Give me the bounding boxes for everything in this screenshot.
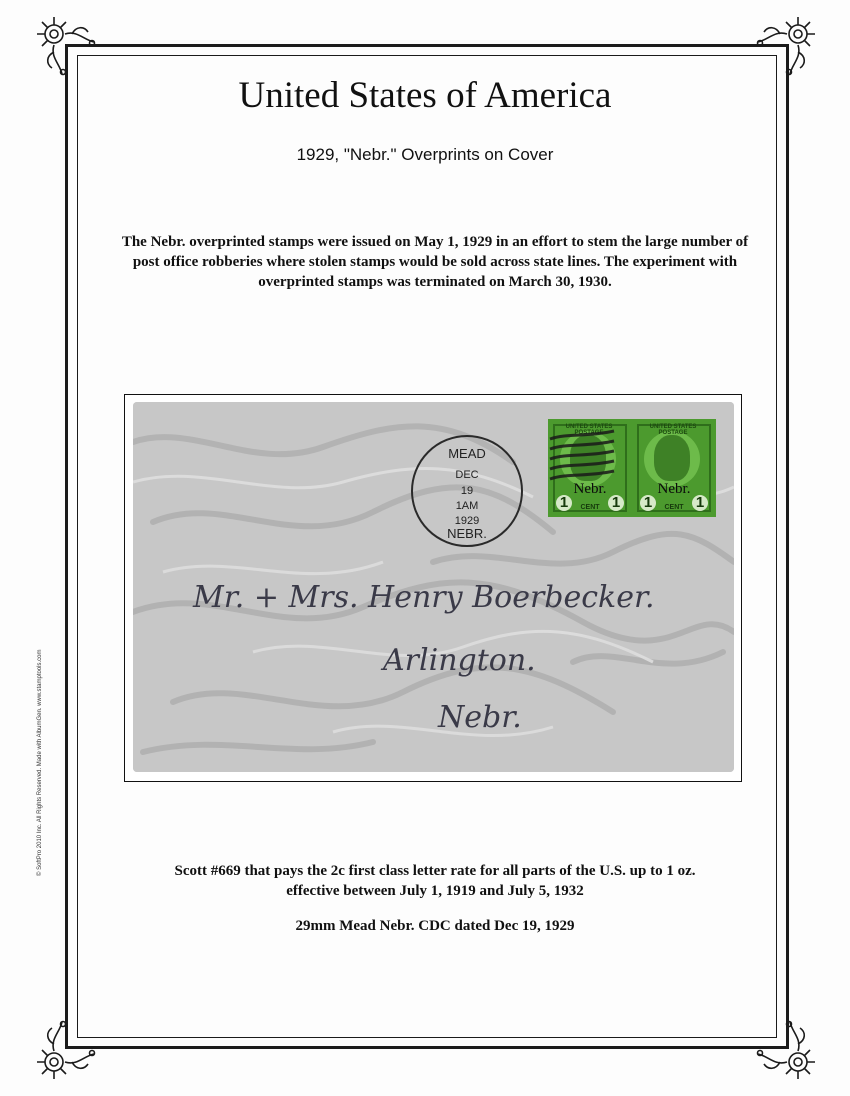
address-line-2: Arlington. xyxy=(383,643,536,678)
stamp-denomination-right: 1 xyxy=(692,495,708,511)
address-line-3: Nebr. xyxy=(438,700,522,735)
copyright-credit: © SoftPro 2010 Inc. All Rights Reserved. Made with AlbumGen. www.stamptools.com xyxy=(37,649,43,876)
page-subtitle: 1929, "Nebr." Overprints on Cover xyxy=(296,145,554,164)
postmark-day: 19 xyxy=(460,485,474,497)
address-line-1: Mr. + Mrs. Henry Boerbecker. xyxy=(193,580,655,615)
rate-note-line-1: Scott #669 that pays the 2c first class letter rate for all parts of the U.S. up to 1 oz. xyxy=(174,863,696,879)
corner-ornament-top-right xyxy=(750,12,820,82)
stamp-top-text: UNITED STATES POSTAGE xyxy=(565,424,613,436)
handwritten-address xyxy=(133,402,734,772)
postmark-state: NEBR. xyxy=(447,526,487,541)
stamp-unit: CENT xyxy=(580,504,600,511)
postmark-year: 1929 xyxy=(454,515,480,527)
cancel-note: 29mm Mead Nebr. CDC dated Dec 19, 1929 xyxy=(295,918,575,934)
postmark-town: MEAD xyxy=(448,446,486,461)
stamp-top-text: UNITED STATES POSTAGE xyxy=(649,424,697,436)
stamp-unit: CENT xyxy=(664,504,684,511)
stamp-overprint: Nebr. xyxy=(657,481,691,497)
rate-note-line-2: effective between July 1, 1919 and July 5, 1932 xyxy=(286,883,584,899)
postmark-month: DEC xyxy=(455,469,479,481)
stamp-overprint: Nebr. xyxy=(573,481,607,497)
stamp-denomination-left: 1 xyxy=(556,495,572,511)
corner-ornament-top-left xyxy=(32,12,102,82)
cover-envelope xyxy=(133,402,734,772)
rate-note xyxy=(120,861,750,901)
stamp-denomination-right: 1 xyxy=(608,495,624,511)
intro-paragraph: The Nebr. overprinted stamps were issued on May 1, 1929 in an effort to stem the large number of post office robberies where stolen stamps would be sold across state lines. The experiment with overprinted stamps was terminated on March 30, 1930. xyxy=(121,234,749,290)
stamp-denomination-left: 1 xyxy=(640,495,656,511)
page-title: United States of America xyxy=(238,75,612,116)
corner-ornament-bottom-right xyxy=(750,1014,820,1084)
corner-ornament-bottom-left xyxy=(32,1014,102,1084)
postmark-time: 1AM xyxy=(455,500,479,512)
